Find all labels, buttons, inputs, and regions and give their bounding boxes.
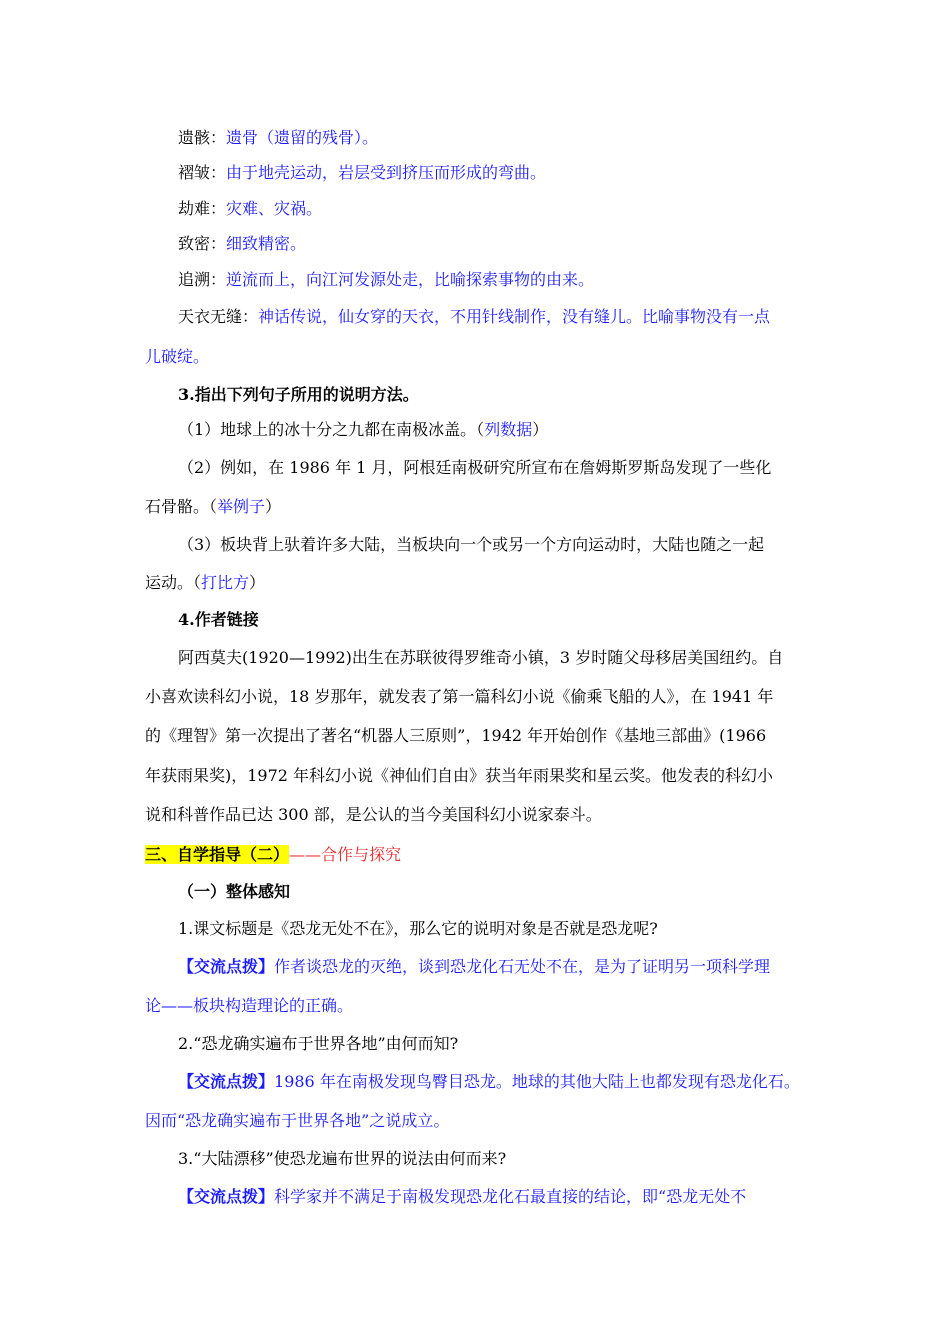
- exercise-text: （2）例如，在 1986 年 1 月，阿根廷南极研究所宣布在詹姆斯罗斯岛发现了一些化: [178, 458, 772, 477]
- part-heading: [145, 843, 401, 867]
- vocab-term: 追溯：: [178, 270, 227, 289]
- exercise-answer: 举例子: [217, 497, 266, 516]
- question: 1.课文标题是《恐龙无处不在》，那么它的说明对象是否就是恐龙呢?: [178, 919, 658, 938]
- exercise-answer: 打比方: [201, 573, 250, 592]
- vocab-term: 致密：: [178, 234, 227, 253]
- paragraph-line: 年获雨果奖)，1972 年科幻小说《神仙们自由》获当年雨果奖和星云奖。他发表的科幻小: [145, 766, 774, 785]
- answer-line: [178, 1185, 746, 1209]
- part-heading-rest: ——合作与探究: [289, 845, 402, 864]
- question: 3.“大陆漂移”使恐龙遍布世界的说法由何而来?: [178, 1149, 507, 1168]
- answer-line: [178, 1070, 800, 1094]
- exercise-text: 石骨骼。（: [145, 497, 218, 516]
- vocab-term: 劫难：: [178, 199, 227, 218]
- vocab-item: [178, 232, 306, 256]
- exercise-item-continued: [145, 495, 281, 519]
- exercise-close: ）: [249, 573, 266, 592]
- question: 2.“恐龙确实遍布于世界各地”由何而知?: [178, 1034, 459, 1053]
- paragraph-line: 小喜欢读科幻小说，18 岁那年，就发表了第一篇科幻小说《偷乘飞船的人》，在 1941 年: [145, 687, 774, 706]
- paragraph-line: 阿西莫夫(1920—1992)出生在苏联彼得罗维奇小镇，3 岁时随父母移居美国纽约。自: [178, 648, 784, 667]
- exercise-close: ）: [265, 497, 282, 516]
- section-heading: 3.指出下列句子所用的说明方法。: [178, 385, 419, 404]
- exercise-text: （3）板块背上驮着许多大陆，当板块向一个或另一个方向运动时，大陆也随之一起: [178, 535, 765, 554]
- vocab-term: 遗骸：: [178, 128, 227, 147]
- exercise-answer: 列数据: [484, 420, 533, 439]
- vocab-definition: 由于地壳运动，岩层受到挤压而形成的弯曲。: [226, 163, 547, 182]
- exercise-item-continued: [145, 571, 265, 595]
- answer-label: 【交流点拨】: [178, 957, 275, 976]
- vocab-item: [178, 161, 546, 185]
- exercise-close: ）: [532, 420, 549, 439]
- paragraph-line: 的《理智》第一次提出了著名“机器人三原则”，1942 年开始创作《基地三部曲》(1966: [145, 726, 767, 745]
- vocab-item: [178, 126, 378, 150]
- section-heading: 4.作者链接: [178, 610, 259, 629]
- answer-text: 作者谈恐龙的灭绝，谈到恐龙化石无处不在，是为了证明另一项科学理: [274, 957, 771, 976]
- vocab-item: [178, 268, 594, 292]
- vocab-definition: 遗骨（遗留的残骨）。: [226, 128, 379, 147]
- vocab-term: 天衣无缝：: [178, 307, 259, 326]
- vocab-item: [178, 197, 322, 221]
- vocab-definition: 逆流而上，向江河发源处走，比喻探索事物的由来。: [226, 270, 595, 289]
- answer-line: [178, 955, 770, 979]
- answer-continued: 论——板块构造理论的正确。: [145, 996, 354, 1015]
- vocab-definition: 灾难、灾祸。: [226, 199, 323, 218]
- paragraph-line: 说和科普作品已达 300 部，是公认的当今美国科幻小说家泰斗。: [145, 805, 602, 824]
- vocab-definition: 神话传说，仙女穿的天衣，不用针线制作，没有缝儿。比喻事物没有一点: [258, 307, 771, 326]
- answer-continued: 因而“恐龙确实遍布于世界各地”之说成立。: [145, 1111, 450, 1130]
- answer-text: 科学家并不满足于南极发现恐龙化石最直接的结论，即“恐龙无处不: [274, 1187, 747, 1206]
- subsection-heading: （一）整体感知: [178, 882, 291, 901]
- exercise-text: 运动。（: [145, 573, 202, 592]
- vocab-term: 褶皱：: [178, 163, 227, 182]
- exercise-text: （1）地球上的冰十分之九都在南极冰盖。（: [178, 420, 485, 439]
- vocab-definition: 细致精密。: [226, 234, 307, 253]
- answer-label: 【交流点拨】: [178, 1072, 275, 1091]
- vocab-definition-continued: 儿破绽。: [145, 347, 210, 366]
- vocab-item: [178, 305, 770, 329]
- part-heading-highlight: 三、自学指导（二）: [145, 845, 290, 864]
- exercise-item: [178, 418, 548, 442]
- answer-label: 【交流点拨】: [178, 1187, 275, 1206]
- answer-text: 1986 年在南极发现鸟臀目恐龙。地球的其他大陆上也都发现有恐龙化石。: [274, 1072, 800, 1091]
